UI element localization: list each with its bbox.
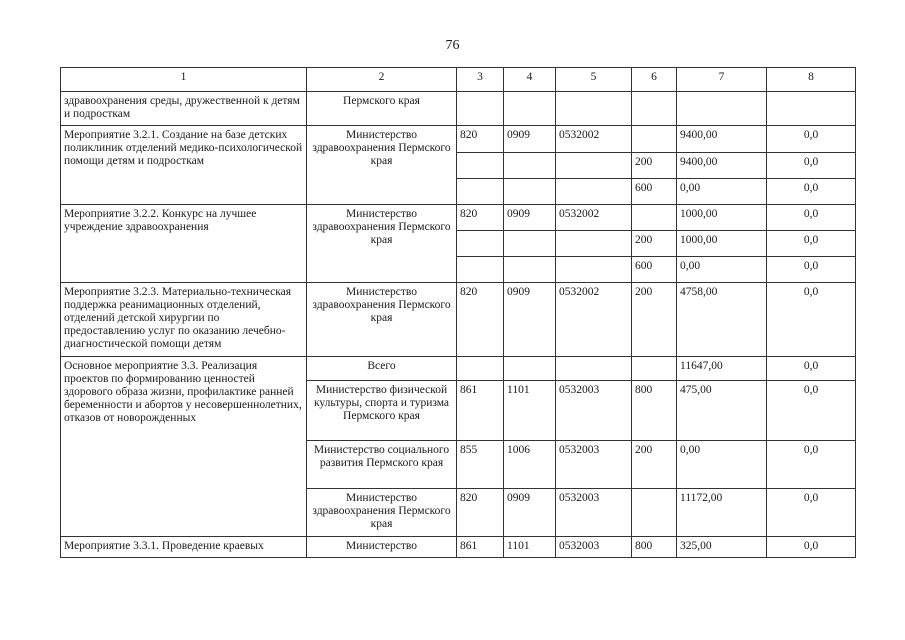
table-cell: 861 bbox=[457, 381, 504, 441]
table-cell bbox=[457, 92, 504, 126]
table-cell: 0,0 bbox=[767, 231, 856, 257]
amount-cell: 0,00 bbox=[677, 257, 767, 283]
table-cell: 0909 bbox=[504, 489, 556, 537]
table-cell: 800 bbox=[632, 537, 677, 558]
table-header-row bbox=[61, 68, 856, 92]
table-row bbox=[61, 126, 856, 153]
table-cell: 0909 bbox=[504, 205, 556, 231]
budget-table bbox=[60, 67, 856, 558]
table-cell: 0,0 bbox=[767, 381, 856, 441]
amount-cell: 4758,00 bbox=[677, 283, 767, 357]
table-cell bbox=[632, 489, 677, 537]
table-cell: 0532003 bbox=[556, 537, 632, 558]
table-cell bbox=[632, 357, 677, 381]
table-cell: 855 bbox=[457, 441, 504, 489]
amount-cell: 11647,00 bbox=[677, 357, 767, 381]
activity-name-cell: Мероприятие 3.2.2. Конкурс на лучшее учреждение здравоохранения bbox=[61, 205, 307, 283]
table-cell bbox=[556, 153, 632, 179]
table-cell: 1006 bbox=[504, 441, 556, 489]
table-cell bbox=[504, 153, 556, 179]
table-cell bbox=[556, 231, 632, 257]
table-cell: 0909 bbox=[504, 126, 556, 153]
table-cell bbox=[457, 257, 504, 283]
header-cell: 3 bbox=[457, 68, 504, 92]
table-cell bbox=[457, 231, 504, 257]
executor-cell: Министерство здравоохранения Пермского края bbox=[307, 205, 457, 283]
header-cell: 8 bbox=[767, 68, 856, 92]
table-cell: 0532003 bbox=[556, 381, 632, 441]
table-cell: 820 bbox=[457, 126, 504, 153]
amount-cell: 9400,00 bbox=[677, 126, 767, 153]
table-cell: 0532003 bbox=[556, 489, 632, 537]
table-cell: 0532002 bbox=[556, 283, 632, 357]
header-cell: 4 bbox=[504, 68, 556, 92]
table-cell bbox=[504, 357, 556, 381]
table-cell: 820 bbox=[457, 489, 504, 537]
table-cell: 0,0 bbox=[767, 441, 856, 489]
table-cell: 0,0 bbox=[767, 537, 856, 558]
table-cell bbox=[457, 179, 504, 205]
table-cell: 0,0 bbox=[767, 205, 856, 231]
table-cell: 800 bbox=[632, 381, 677, 441]
table-cell bbox=[632, 126, 677, 153]
table-cell: 0,0 bbox=[767, 179, 856, 205]
activity-name-cell: Мероприятие 3.2.1. Создание на базе детских поликлиник отделений медико-психологической помощи детям и подросткам bbox=[61, 126, 307, 205]
executor-cell: Министерство bbox=[307, 537, 457, 558]
table-cell: 1101 bbox=[504, 381, 556, 441]
table-cell bbox=[556, 92, 632, 126]
table-cell: 0909 bbox=[504, 283, 556, 357]
header-cell: 2 bbox=[307, 68, 457, 92]
table-cell bbox=[504, 92, 556, 126]
executor-cell: Министерство здравоохранения Пермского края bbox=[307, 283, 457, 357]
header-cell: 5 bbox=[556, 68, 632, 92]
table-cell: 200 bbox=[632, 283, 677, 357]
table-cell: 0532002 bbox=[556, 126, 632, 153]
header-cell: 7 bbox=[677, 68, 767, 92]
amount-cell: 0,00 bbox=[677, 441, 767, 489]
activity-name-cell: Мероприятие 3.2.3. Материально-техническая поддержка реанимационных отделений, отделений детской хирургии по предоставлению услуг по оказанию лечебно-диагностической помощи детям bbox=[61, 283, 307, 357]
table-cell: 0,0 bbox=[767, 489, 856, 537]
table-row bbox=[61, 205, 856, 231]
table-cell bbox=[556, 179, 632, 205]
table-cell: 820 bbox=[457, 283, 504, 357]
amount-cell: 1000,00 bbox=[677, 205, 767, 231]
table-cell: 1101 bbox=[504, 537, 556, 558]
amount-cell: 325,00 bbox=[677, 537, 767, 558]
executor-cell: Министерство социального развития Пермского края bbox=[307, 441, 457, 489]
amount-cell: 11172,00 bbox=[677, 489, 767, 537]
executor-cell: Министерство физической культуры, спорта и туризма Пермского края bbox=[307, 381, 457, 441]
header-cell: 1 bbox=[61, 68, 307, 92]
table-cell bbox=[556, 257, 632, 283]
amount-cell: 1000,00 bbox=[677, 231, 767, 257]
table-cell: 0,0 bbox=[767, 257, 856, 283]
table-cell bbox=[457, 153, 504, 179]
amount-cell: 475,00 bbox=[677, 381, 767, 441]
table-cell bbox=[504, 179, 556, 205]
table-cell: 0,0 bbox=[767, 357, 856, 381]
table-cell bbox=[556, 357, 632, 381]
table-cell: 861 bbox=[457, 537, 504, 558]
table-cell: 200 bbox=[632, 153, 677, 179]
table-cell bbox=[767, 92, 856, 126]
amount-cell: 0,00 bbox=[677, 179, 767, 205]
table-cell bbox=[504, 231, 556, 257]
table-cell bbox=[632, 92, 677, 126]
table-cell: 200 bbox=[632, 441, 677, 489]
table-cell: 0,0 bbox=[767, 126, 856, 153]
table-cell: 600 bbox=[632, 257, 677, 283]
table-cell bbox=[504, 257, 556, 283]
table-cell: 200 bbox=[632, 231, 677, 257]
table-row bbox=[61, 92, 856, 126]
amount-cell: 9400,00 bbox=[677, 153, 767, 179]
executor-cell: Пермского края bbox=[307, 92, 457, 126]
header-cell: 6 bbox=[632, 68, 677, 92]
table-cell: 820 bbox=[457, 205, 504, 231]
table-cell: 0,0 bbox=[767, 153, 856, 179]
executor-cell: Всего bbox=[307, 357, 457, 381]
table-row bbox=[61, 357, 856, 381]
activity-name-cell: здравоохранения среды, дружественной к детям и подросткам bbox=[61, 92, 307, 126]
table-cell bbox=[677, 92, 767, 126]
activity-name-cell: Основное мероприятие 3.3. Реализация проектов по формированию ценностей здорового образа жизни, профилактике ранней беременности и абортов у несовершеннолетних, отказов от новорожденных bbox=[61, 357, 307, 537]
table-cell: 0532003 bbox=[556, 441, 632, 489]
executor-cell: Министерство здравоохранения Пермского края bbox=[307, 126, 457, 205]
table-row bbox=[61, 283, 856, 357]
table-row bbox=[61, 537, 856, 558]
table-cell bbox=[457, 357, 504, 381]
executor-cell: Министерство здравоохранения Пермского края bbox=[307, 489, 457, 537]
page-number: 76 bbox=[445, 38, 460, 53]
table-cell bbox=[632, 205, 677, 231]
table-cell: 0532002 bbox=[556, 205, 632, 231]
table-cell: 600 bbox=[632, 179, 677, 205]
table-cell: 0,0 bbox=[767, 283, 856, 357]
activity-name-cell: Мероприятие 3.3.1. Проведение краевых bbox=[61, 537, 307, 558]
